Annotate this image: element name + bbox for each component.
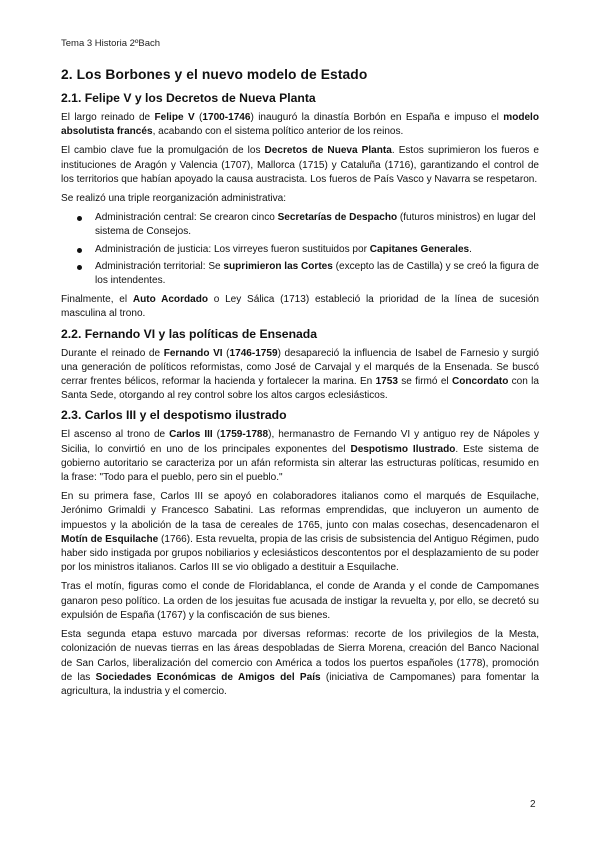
bold-term: Felipe V (154, 112, 195, 123)
list-item-text: Administración territorial: Se suprimieron las Cortes (excepto las de Castilla) y se creó la figura de los intendentes. (95, 260, 539, 287)
page-number: 2 (530, 799, 536, 810)
bold-term: Concordato (451, 376, 509, 388)
bold-term: 1759-1788 (220, 429, 269, 441)
bold-term: Capitanes Generales (369, 243, 470, 255)
page-header: Tema 3 Historia 2ºBach (61, 38, 161, 49)
paragraph: En su primera fase, Carlos III se apoyó en colaboradores italianos como el marqués de Esquilache, Jerónimo Grimaldi y Francesco Sabatini. Las reformas emprendidas, que incluyeron un aumento de impuestos y la abolición de la tasa de cereales de 1765, junto con malas cosechas, desencadenaron el Motín de Esquilache (1766). Esta revuelta, propia de las crisis de subsistencia del Antiguo Régimen, pudo haber sido instigada por grupos nobiliarios y eclesiásticos descontentos por el desplazamiento de su poder por los ministros italianos. Carlos III se vio obligado a destituir a Esquilache. (61, 491, 540, 574)
subsection-title-2-2: 2.2. Fernando VI y las políticas de Ensenada (61, 326, 318, 341)
bold-term: Decretos de Nueva Planta (264, 145, 392, 157)
bold-term: Carlos III (169, 429, 213, 441)
bold-term: 1753 (375, 376, 398, 388)
bullet-icon (77, 216, 82, 221)
paragraph: El ascenso al trono de Carlos III (1759-1788), hermanastro de Fernando VI y antiguo rey de Nápoles y Sicilia, lo convirtió en uno de los principales exponentes del Despotismo Ilustrado. Este sistema de gobierno autoritario se caracteriza por un afán reformista sin alterar las estructuras políticas, resumido en la frase: "Todo para el pueblo, pero sin el pueblo." (61, 429, 540, 484)
section-title: 2. Los Borbones y el nuevo modelo de Estado (61, 67, 368, 82)
list-item (61, 243, 539, 257)
subsection-title-2-3: 2.3. Carlos III y el despotismo ilustrado (61, 408, 287, 423)
bullet-icon (77, 248, 82, 253)
subsection-title-2-1: 2.1. Felipe V y los Decretos de Nueva Planta (61, 91, 316, 105)
bold-term: Sociedades Económicas de Amigos del País (95, 671, 321, 683)
bold-term: Auto Acordado (132, 294, 208, 306)
paragraph: Tras el motín, figuras como el conde de Floridablanca, el conde de Aranda y el conde de Campomanes ganaron peso político. La orden de los jesuitas fue acusada de instigar la revuelta y, por ello, se decretó su expulsión de España (1767) y la confiscación de sus bienes. (61, 581, 539, 621)
bullet-list (61, 211, 539, 288)
page-content (61, 67, 539, 704)
list-item (61, 260, 539, 288)
paragraph: Esta segunda etapa estuvo marcada por diversas reformas: recorte de los privilegios de la Mesta, colonización de nuevas tierras en las áreas despobladas de Sierra Morena, creación del Banco Nacional de San Carlos, liberalización del comercio con América a todos los puertos españoles (1778), promoción de las Sociedades Económicas de Amigos del País (iniciativa de Campomanes) para fomentar la agricultura, la industria y el comercio. (61, 629, 539, 697)
bold-term: Motín de Esquilache (61, 533, 159, 545)
bold-term: suprimieron las Cortes (223, 260, 333, 272)
bold-term: Despotismo Ilustrado (350, 443, 456, 455)
list-item-text: Administración central: Se crearon cinco Secretarías de Despacho (futuros ministros) en lugar del sistema de Consejos. (95, 212, 536, 238)
paragraph: El largo reinado de Felipe V (1700-1746) inauguró la dinastía Borbón en España e impuso el modelo absolutista francés, acabando con el sistema político anterior de los reinos. (61, 112, 539, 138)
bold-term: 1700-1746 (202, 112, 251, 123)
bold-term: Fernando VI (163, 347, 223, 359)
list-item (61, 211, 539, 239)
bullet-icon (77, 265, 82, 270)
paragraph: Finalmente, el Auto Acordado o Ley Sálica (1713) estableció la prioridad de la línea de sucesión masculina al trono. (61, 294, 539, 320)
paragraph: Durante el reinado de Fernando VI (1746-1759) desapareció la influencia de Isabel de Farnesio y surgió una generación de políticos reformistas, como José de Carvajal y el marqués de la Ensenada. Se buscó cerrar frentes bélicos, reformar la hacienda y fortalecer la marina. En 1753 se firmó el Concordato con la Santa Sede, otorgando al rey control sobre los altos cargos eclesiásticos. (61, 347, 539, 402)
paragraph: El cambio clave fue la promulgación de los Decretos de Nueva Planta. Estos suprimieron los fueros e instituciones de Aragón y Valencia (1707), Mallorca (1715) y Cataluña (1716), garantizando el control de los territorios que habían apoyado la causa austracista. Los fueros de País Vasco y Navarra se respetaron. (61, 145, 539, 185)
paragraph: Se realizó una triple reorganización administrativa: (61, 193, 287, 205)
bold-term: 1746-1759 (229, 347, 278, 359)
list-item-text: Administración de justicia: Los virreyes fueron sustituidos por Capitanes Generales. (95, 243, 472, 255)
bold-term: Secretarías de Despacho (277, 212, 398, 224)
bold-term: modelo absolutista francés (61, 112, 539, 138)
